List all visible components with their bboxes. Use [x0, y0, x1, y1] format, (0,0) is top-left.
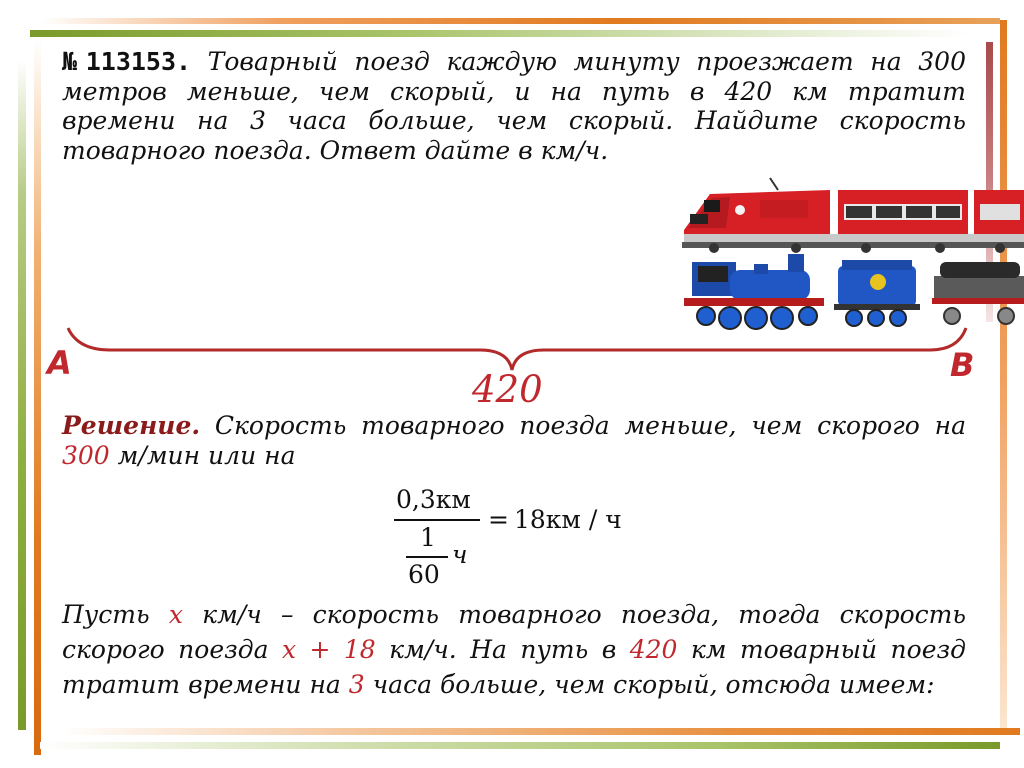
cont-text-5: часа больше, чем скорый, отсюда имеем:	[364, 670, 935, 699]
solution-value-300: 300	[62, 440, 110, 470]
cont-var-x: x	[168, 600, 183, 629]
cont-text-4: км товарный поезд тратит времени на	[62, 635, 966, 699]
cont-value-3: 3	[348, 670, 365, 699]
frame-bottom-green-line	[40, 742, 1000, 749]
problem-number: №113153.	[62, 47, 192, 76]
passenger-train-image	[682, 178, 1024, 253]
frame-left-orange-line	[34, 40, 41, 755]
formula-inner-numerator: 1	[420, 523, 436, 552]
cont-var-x-plus-18: x + 18	[281, 635, 376, 664]
frame-left-green-line	[18, 60, 26, 730]
solution-text-1: Скорость товарного поезда меньше, чем скорого на	[200, 411, 966, 440]
frame-top-orange-line	[40, 18, 1000, 24]
continuation-paragraph	[62, 597, 966, 702]
formula-equals: =	[488, 505, 509, 534]
point-a-label: A	[47, 344, 72, 382]
formula-main-fraction-line	[394, 519, 480, 521]
problem-text: Товарный поезд каждую минуту проезжает на 300 метров меньше, чем скорый, и на путь в 420 км тратит времени на 3 часа больше, чем скорый. Найдите скорость товарного поезда. Ответ дайте в км/ч.	[62, 47, 966, 165]
formula-result: 18км / ч	[514, 505, 622, 534]
formula-numerator: 0,3км	[396, 485, 471, 514]
formula-inner-denominator: 60	[408, 560, 440, 589]
cont-text-3: км/ч. На путь в	[375, 635, 630, 664]
trains-illustration	[670, 170, 1024, 335]
distance-label: 420	[472, 368, 543, 411]
frame-right-orange-line	[1000, 20, 1007, 730]
solution-label: Решение.	[62, 411, 201, 440]
frame-bottom-orange-line	[60, 728, 1020, 735]
solution-text-2: м/мин или на	[109, 440, 296, 470]
cont-text-1: Пусть	[62, 600, 169, 629]
cont-value-420: 420	[629, 635, 678, 664]
formula-inner-unit: ч	[452, 540, 468, 569]
formula-inner-fraction-line	[406, 556, 448, 558]
freight-train-image	[684, 254, 1024, 329]
point-b-label: B	[950, 346, 975, 384]
frame-top-green-line	[30, 30, 970, 37]
cont-text-2: км/ч – скорость товарного поезда, тогда скорость скорого поезда	[62, 600, 966, 664]
problem-statement	[62, 47, 966, 165]
solution-paragraph	[62, 411, 966, 470]
distance-brace	[60, 320, 970, 375]
